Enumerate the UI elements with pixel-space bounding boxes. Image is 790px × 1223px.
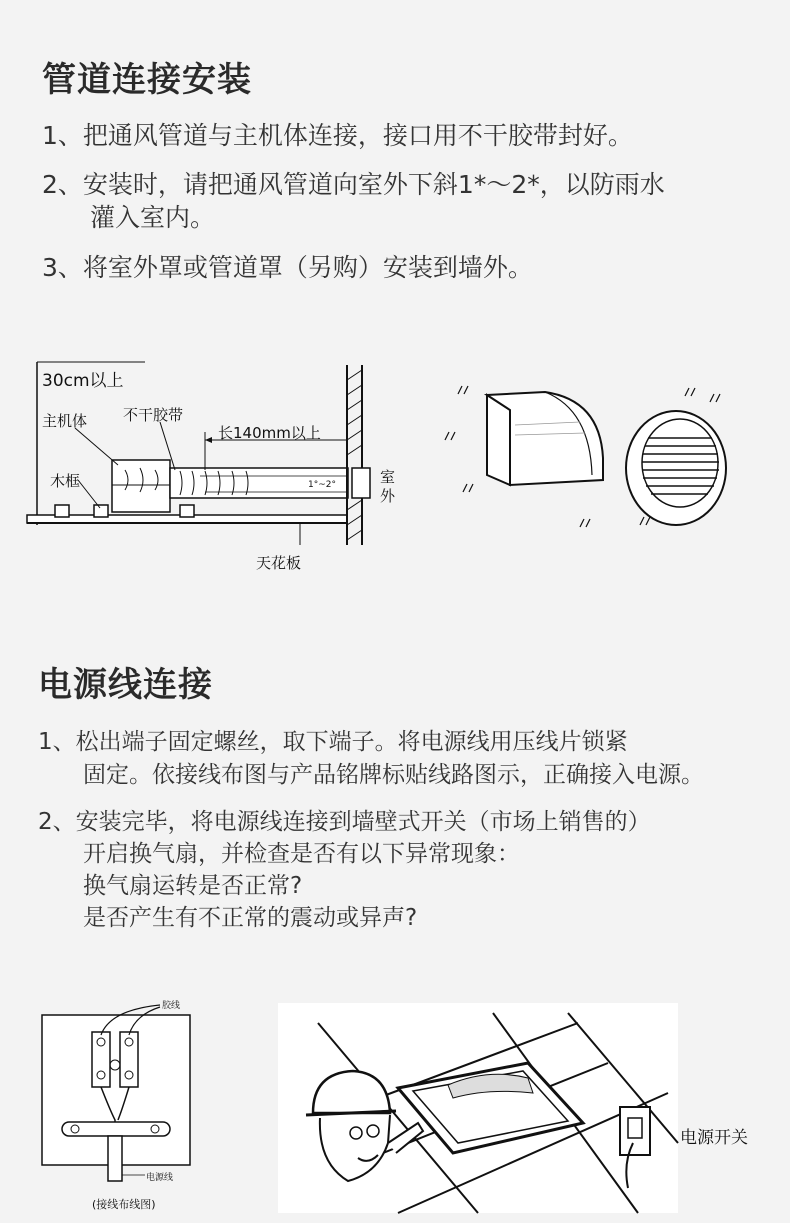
section2-title: 电源线连接 [38, 665, 213, 705]
ceiling-label: 天花板 [256, 554, 302, 572]
section1-item-2: 2、安装时，请把通风管道向室外下斜1*～2*，以防雨水 [42, 170, 665, 199]
power-switch-label: 电源开关 [680, 1128, 748, 1148]
section1-item-1: 1、把通风管道与主机体连接，接口用不干胶带封好。 [42, 121, 633, 150]
tape-label: 不干胶带 [123, 406, 184, 424]
body-label: 主机体 [42, 412, 88, 430]
duct-install-diagram [0, 340, 790, 590]
lead-wire-label: 胶线 [162, 1001, 181, 1011]
section2-check-1: 换气扇运转是否正常? [83, 873, 303, 899]
wiring-diagram [30, 990, 230, 1215]
wiring-caption: (接线布线图) [92, 1198, 156, 1211]
height-label: 30cm以上 [42, 371, 124, 391]
section2-check-2: 是否产生有不正常的震动或异声? [83, 905, 418, 931]
wiring-drawing [30, 990, 230, 1215]
outdoor-label-1: 室 [380, 468, 396, 486]
length-label: 长140mm以上 [218, 424, 321, 442]
section1-item-2-cont: 灌入室内。 [90, 203, 216, 232]
section2-item-1: 1、松出端子固定螺丝，取下端子。将电源线用压线片锁紧 [38, 729, 628, 755]
section1-item-3: 3、将室外罩或管道罩（另购）安装到墙外。 [42, 253, 533, 282]
section2-item-2: 2、安装完毕，将电源线连接到墙壁式开关（市场上销售的） [38, 809, 651, 835]
power-wire-label: 电源线 [146, 1173, 174, 1183]
outdoor-label-2: 外 [380, 487, 396, 505]
section1-title: 管道连接安装 [42, 60, 252, 100]
slope-label: 1°~2° [308, 480, 336, 490]
section2-item-1-cont: 固定。依接线布图与产品铭牌标贴线路图示，正确接入电源。 [83, 762, 704, 788]
operator-illustration [278, 1003, 678, 1213]
operator-drawing [278, 1003, 678, 1213]
frame-label: 木框 [50, 472, 81, 490]
section2-item-2-cont: 开启换气扇，并检查是否有以下异常现象： [83, 841, 520, 867]
